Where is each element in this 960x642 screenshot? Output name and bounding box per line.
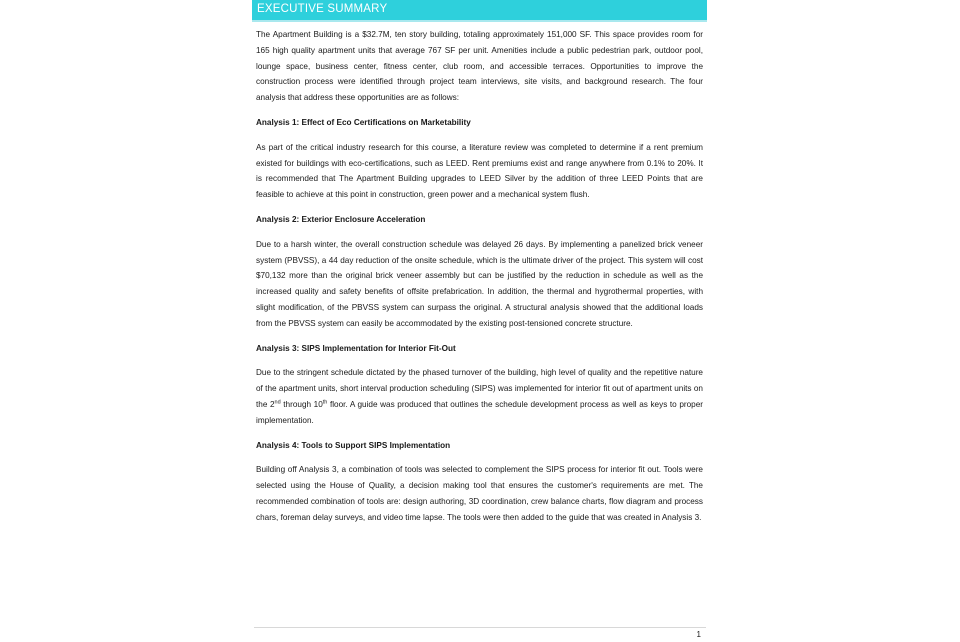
document-page: [252, 0, 707, 642]
analysis-4-heading: Analysis 4: Tools to Support SIPS Implementation: [256, 440, 451, 450]
analysis-3-paragraph: [256, 365, 703, 428]
analysis-1-paragraph: As part of the critical industry research for this course, a literature review was completed to determine if a rent premium existed for buildings with eco-certifications, such as LEED. Rent premiums exist and range anywhere from 0.1% to 20%. It is recommended that The Apartment Building upgrades to LEED Silver by the addition of three LEED Points that are feasible to achieve at this point in construction, green power and a mechanical system flush.: [256, 142, 703, 200]
analysis-3-text-c: floor. A guide was produced that outlines the schedule development process as well as keys to proper implementation.: [256, 399, 703, 425]
ordinal-suffix-th: th: [322, 399, 328, 406]
analysis-3-heading: Analysis 3: SIPS Implementation for Interior Fit-Out: [256, 343, 456, 353]
analysis-3-text-b: through 10: [280, 399, 323, 409]
analysis-1-heading: Analysis 1: Effect of Eco Certifications on Marketability: [256, 117, 471, 127]
intro-paragraph: The Apartment Building is a $32.7M, ten story building, totaling approximately 151,000 SF. This space provides room for 165 high quality apartment units that average 767 SF per unit. Amenities include a public pedestrian park, outdoor pool, lounge space, business center, fitness center, club room, and accessible terraces. Opportunities to improve the construction process were identified through project team interviews, site visits, and background research. The four analysis that address these opportunities are as follows:: [256, 30, 703, 103]
page-number: 1: [696, 630, 701, 639]
analysis-3-text-a: Due to the stringent schedule dictated by the phased turnover of the building, high level of quality and the repetitive nature of the apartment units, short interval production scheduling (SIPS) was implemented for interior fit out of apartment units on the 2: [256, 368, 703, 409]
ordinal-suffix-nd: nd: [274, 399, 281, 406]
section-title: EXECUTIVE SUMMARY: [257, 3, 388, 15]
document-body: [256, 27, 703, 535]
analysis-2-paragraph: Due to a harsh winter, the overall construction schedule was delayed 26 days. By implementing a panelized brick veneer system (PBVSS), a 44 day reduction of the onsite schedule, which is the ultimate driver of the project. This system will cost $70,132 more than the original brick veneer assembly but can be justified by the reduction in schedule as well as the increased quality and safety benefits of offsite prefabrication. In addition, the thermal and hygrothermal properties, with slight modification, of the PBVSS system can surpass the original. A structural analysis showed that the additional loads from the PBVSS system can easily be accommodated by the existing post-tensioned concrete structure.: [256, 239, 703, 328]
analysis-2-heading: Analysis 2: Exterior Enclosure Acceleration: [256, 214, 426, 224]
section-header-bar: [252, 0, 707, 22]
analysis-4-paragraph: Building off Analysis 3, a combination of tools was selected to complement the SIPS process for interior fit out. Tools were selected using the House of Quality, a decision making tool that ensures the customer's requirements are met. The recommended combination of tools are: design authoring, 3D coordination, crew balance charts, flow diagram and process chars, foreman delay surveys, and video time lapse. The tools were then added to the guide that was created in Analysis 3.: [256, 465, 703, 522]
footer-divider: [254, 627, 706, 628]
